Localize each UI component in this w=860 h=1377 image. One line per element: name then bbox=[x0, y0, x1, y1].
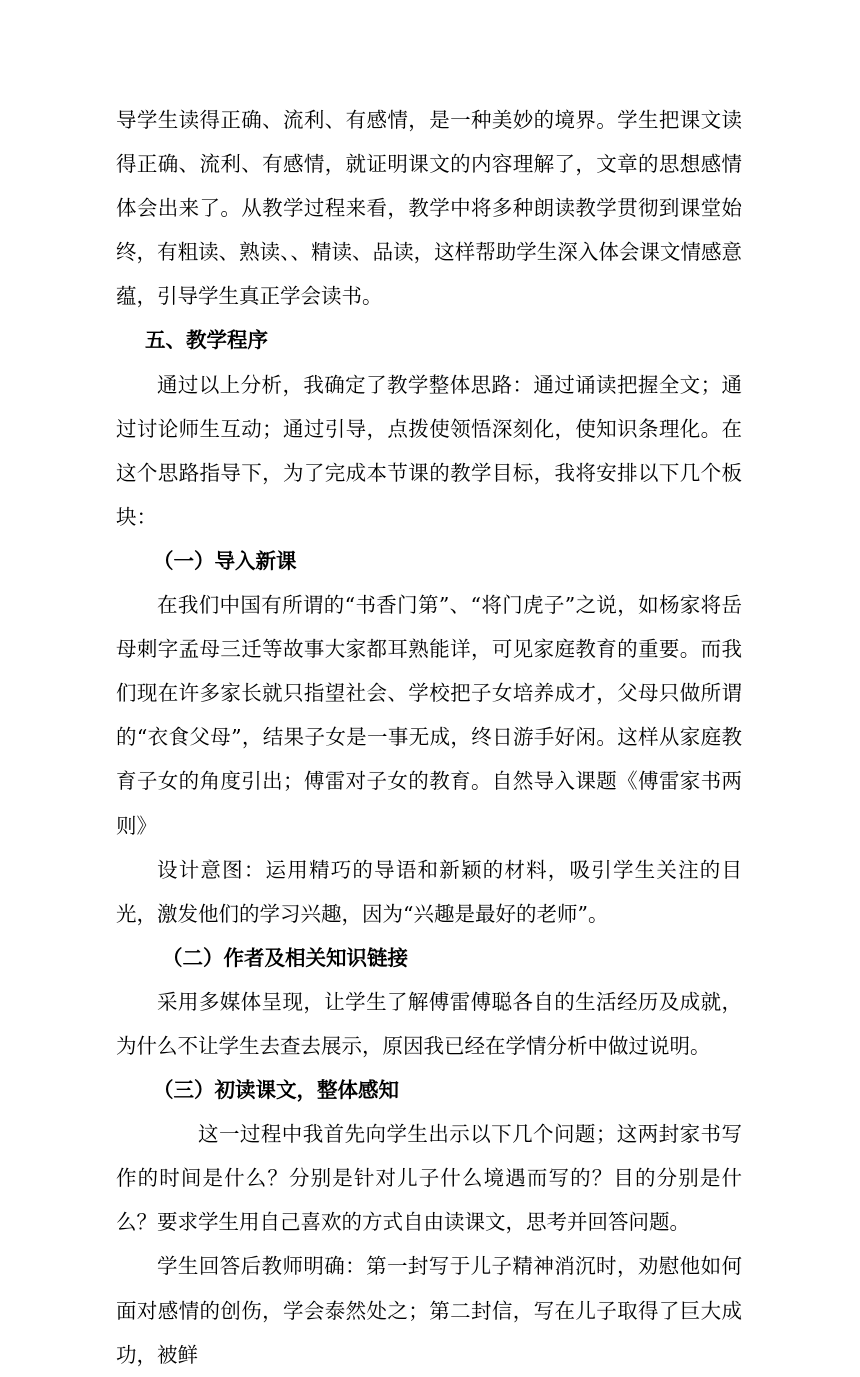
document-body bbox=[116, 98, 742, 1377]
section-heading-teaching-procedure: 五、教学程序 bbox=[145, 328, 268, 353]
paragraph-questions: 这一过程中我首先向学生出示以下几个问题；这两封家书写作的时间是什么？分别是针对儿子什么境遇而写的？目的分别是什么？要求学生用自己喜欢的方式自由读课文，思考并回答问题。 bbox=[116, 1122, 742, 1235]
paragraph-overall-approach: 通过以上分析，我确定了教学整体思路：通过诵读把握全文；通过讨论师生互动；通过引导，点拨使领悟深刻化，使知识条理化。在这个思路指导下，为了完成本节课的教学目标，我将安排以下几个板块： bbox=[116, 372, 742, 529]
paragraph-introduction: 在我们中国有所谓的“书香门第”、“将门虎子”之说，如杨家将岳母刺字孟母三迁等故事大家都耳熟能详，可见家庭教育的重要。而我们现在许多家长就只指望社会、学校把子女培养成才，父母只做所谓的“衣食父母”，结果子女是一事无成，终日游手好闲。这样从家庭教育子女的角度引出；傅雷对子女的教育。自然导入课题《傅雷家书两则》 bbox=[116, 593, 742, 838]
paragraph-teacher-clarifies: 学生回答后教师明确：第一封写于儿子精神消沉时，劝慰他如何面对感情的创伤，学会泰然处之；第二封信，写在儿子取得了巨大成功，被鲜 bbox=[116, 1254, 742, 1367]
subheading-author-knowledge: （二）作者及相关知识链接 bbox=[162, 945, 408, 970]
subheading-first-reading: （三）初读课文，整体感知 bbox=[153, 1078, 399, 1103]
subheading-introduce-lesson: （一）导入新课 bbox=[153, 548, 297, 573]
paragraph-design-intent: 设计意图：运用精巧的导语和新颖的材料，吸引学生关注的目光，激发他们的学习兴趣，因为“兴趣是最好的老师”。 bbox=[116, 857, 742, 926]
paragraph-continuation: 导学生读得正确、流利、有感情，是一种美妙的境界。学生把课文读得正确、流利、有感情，就证明课文的内容理解了，文章的思想感情体会出来了。从教学过程来看，教学中将多种朗读教学贯彻到课堂始终，有粗读、熟读、、精读、品读，这样帮助学生深入体会课文情感意蕴，引导学生真正学会读书。 bbox=[116, 108, 742, 309]
paragraph-multimedia: 采用多媒体呈现，让学生了解傅雷傅聪各自的生活经历及成就，为什么不让学生去查去展示，原因我已经在学情分析中做过说明。 bbox=[116, 989, 742, 1058]
